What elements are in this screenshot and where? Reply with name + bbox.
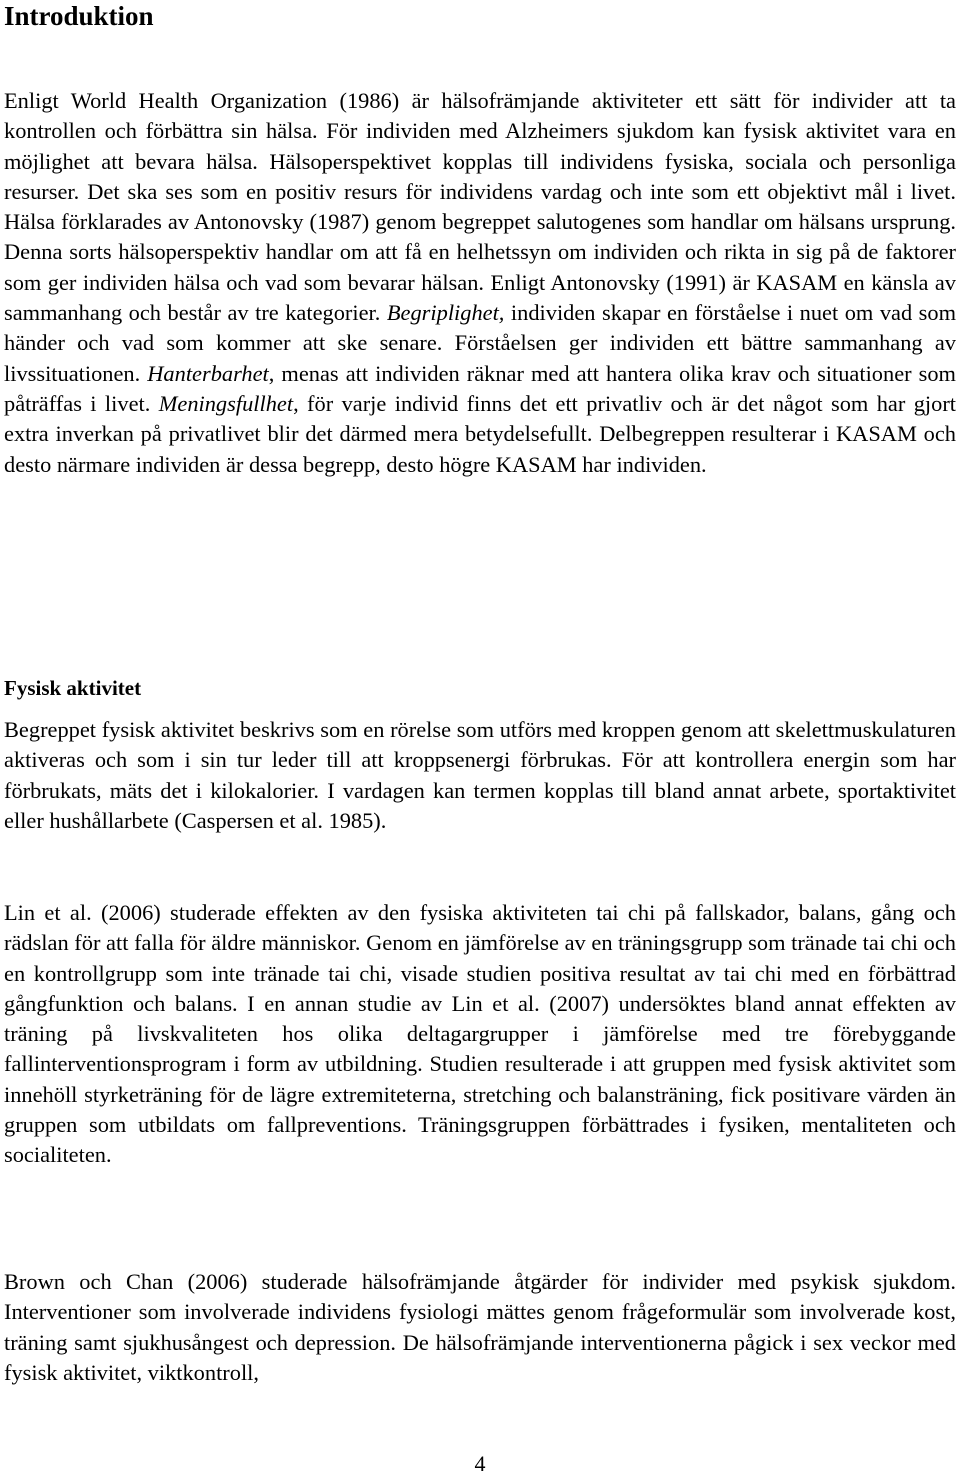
lin-study-paragraph: Lin et al. (2006) studerade effekten av den fysiska aktiviteten tai chi på fallskador, balans, gång och rädslan för att falla för äldre människor. Genom en jämförelse av en träningsgrupp som tränade tai chi och en kontrollgrupp som inte tränade tai chi, visade studien positiva resultat av tai chi med en förbättrad gångfunktion och balans. I en annan studie av Lin et al. (2007) undersöktes bland annat effekten av träning på livskvaliteten hos olika deltagargrupper i jämförelse med tre förebyggande fallinterventionsprogram i form av utbildning. Studien resulterade i att gruppen med fysisk aktivitet som innehöll styrketräning för de lägre extremiteterna, stretching och balansträning, fick positivare värden än gruppen som utbildats om fallpreventions. Träningsgruppen förbättrades i fysiken, mentaliteten och socialiteten. <box>4 900 956 1168</box>
fysisk-aktivitet-paragraph: Begreppet fysisk aktivitet beskrivs som en rörelse som utförs med kroppen genom att skelettmuskulaturen aktiveras och som i sin tur leder till att kroppsenergi förbrukas. För att kontrollera energin som har förbrukats, mäts det i kilokalorier. I vardagen kan termen kopplas till bland annat arbete, sportaktivitet eller hushållarbete (Caspersen et al. 1985). <box>4 717 956 833</box>
intro-text-2: individen skapar en förståelse i nuet om vad som händer och vad som kommer att ske senare. Förståelsen ger individen ett bättre sammanhang av livssituationen. <box>4 300 956 386</box>
intro-text-4: , för varje individ finns det ett privatliv och är det något som har gjort extra inverkan på privatlivet blir det därmed mera betydelsefullt. Delbegreppen resulterar i KASAM och desto närmare individen är dessa begrepp, desto högre KASAM har individen. <box>4 390 956 477</box>
intro-paragraph <box>4 86 956 480</box>
term-hanterbarhet: Hanterbarhet <box>147 360 269 386</box>
page-title: Introduktion <box>4 1 154 31</box>
term-begriplighet: Begriplighet, <box>386 300 505 326</box>
page-number: 4 <box>474 1451 486 1476</box>
section-heading-fysisk-aktivitet: Fysisk aktivitet <box>4 676 142 700</box>
intro-text-3: , menas att individen räknar med att hantera olika krav och situationer som påträffas i livet. <box>4 360 956 416</box>
brown-chan-paragraph: Brown och Chan (2006) studerade hälsofrämjande åtgärder för individer med psykisk sjukdom. Interventioner som involverade individens fysiologi mättes genom frågeformulär som involverade kost, träning samt sjukhusångest och depression. De hälsofrämjande interventionerna pågick i sex veckor med fysisk aktivitet, viktkontroll, <box>4 1269 956 1385</box>
term-meningsfullhet: Meningsfullhet <box>158 390 294 416</box>
intro-text-1: Enligt World Health Organization (1986) är hälsofrämjande aktiviteter ett sätt för individer att ta kontrollen och förbättra sin hälsa. För individen med Alzheimers sjukdom kan fysisk aktivitet vara en möjlighet att bevara hälsa. Hälsoperspektivet kopplas till individens fysiska, sociala och personliga resurser. Det ska ses som en positiv resurs för individens vardag och inte som ett objektivt mål i livet. Hälsa förklarades av Antonovsky (1987) genom begreppet salutogenes som handlar om hälsans ursprung. Denna sorts hälsoperspektiv handlar om att få en helhetssyn om individen och rikta in sig på de faktorer som ger individen hälsa och vad som bevarar hälsan. Enligt Antonovsky (1991) är KASAM en känsla av sammanhang och består av tre kategorier. <box>4 88 956 326</box>
